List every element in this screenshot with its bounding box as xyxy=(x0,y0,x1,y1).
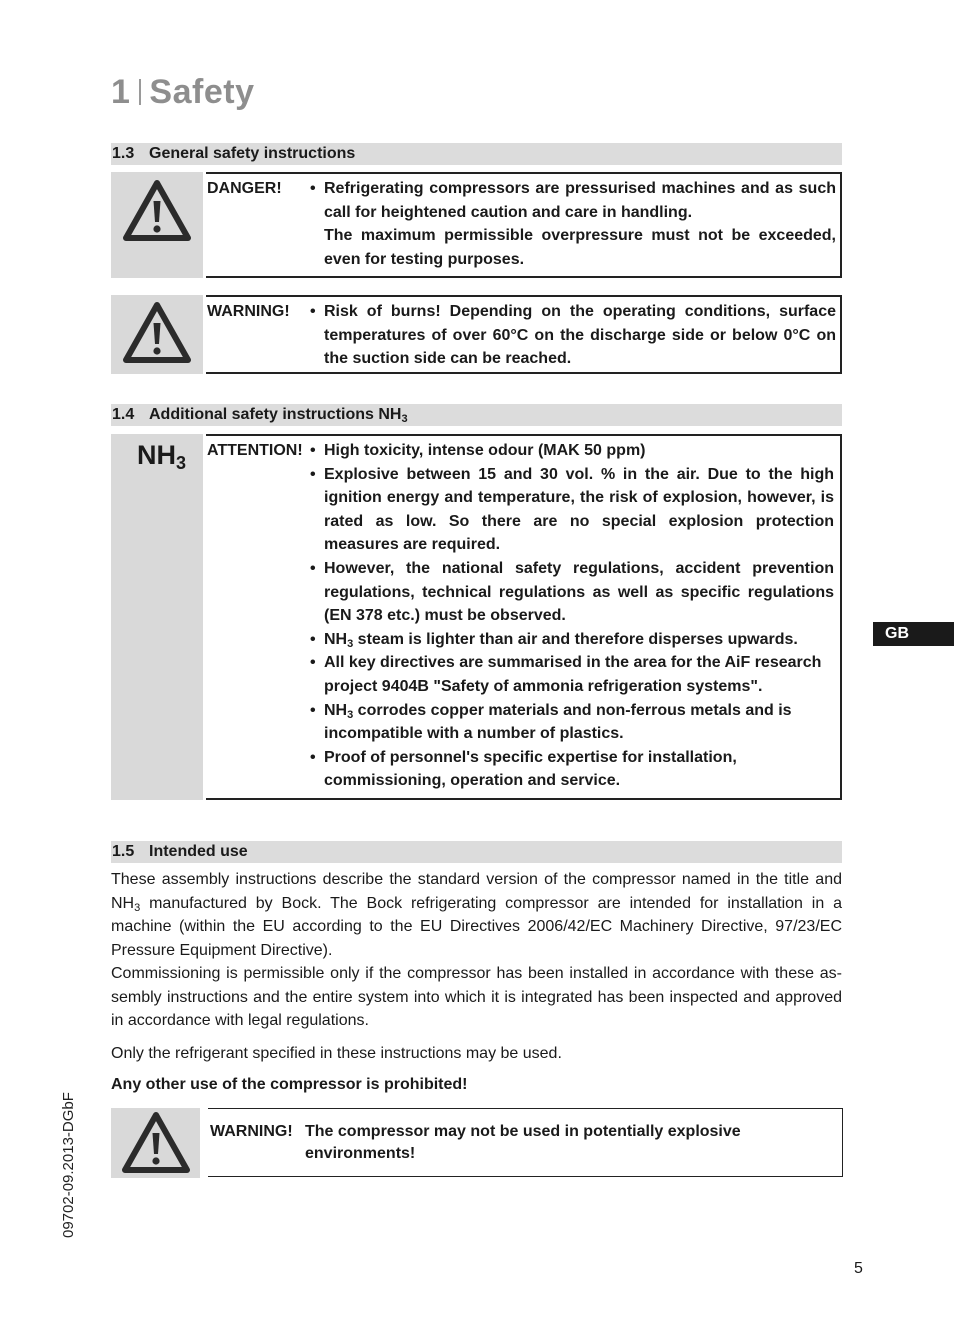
warning-burns-text: • Risk of burns! Depending on the operating conditions, surface temperatures of over 60°C on the discharge side or below 0°C on the suction side can be reached. xyxy=(310,300,836,371)
page-number: 5 xyxy=(854,1260,863,1277)
intended-use-paragraph-1: These assembly instructions describe the standard version of the compressor named in the title and $NH_3$ manufactured by Bock. The Bock refrigerating compressor are intended for installation in a machine (within the EU according to the EU Directives 2006/42/EC Machinery Directive, 97/23/EC Pressure Equipment Directive). xyxy=(111,871,842,959)
warning-icon-cell-2 xyxy=(111,1108,200,1178)
attention-item-toxicity: • High toxicity, intense odour (MAK 50 ppm) xyxy=(310,439,834,463)
intended-use-paragraph-2: Commissioning is permissible only if the compressor has been installed in accordance with these as-sembly instructions and the entire system into which it is integrated has been inspected and approved in accordance with legal regulations. xyxy=(111,965,842,1029)
attention-item-explosive: • Explosive between 15 and 30 vol. % in the air. Due to the high ignition energy and temperature, the risk of explosion, however, is rated as low. So there are no special explosion protection measures are required. xyxy=(310,463,834,557)
section-heading-1-5: 1.5 Intended use xyxy=(111,841,842,863)
attention-item-regulations: • However, the national safety regulations, accident prevention regulations, technical regulations as well as specific regulations (EN 378 etc.) must be observed. xyxy=(310,557,834,628)
intended-use-prohibited: Any other use of the compressor is prohibited! xyxy=(111,1076,468,1093)
language-tab-gb: GB xyxy=(873,622,954,646)
danger-list xyxy=(310,177,836,224)
danger-text-2: The maximum permissible overpressure must not be exceeded, even for testing purposes. xyxy=(324,227,836,268)
chapter-number: 1 xyxy=(111,73,131,111)
attention-item-directives: • All key directives are summarised in the area for the AiF research project 9404B "Safety of ammonia refrigeration systems". xyxy=(310,651,834,698)
warning-list xyxy=(310,300,836,371)
chapter-title xyxy=(111,72,254,112)
warning-triangle-icon xyxy=(121,299,193,367)
danger-label: DANGER! xyxy=(207,180,282,197)
warning-explosive-text: The compressor may not be used in potentially explosive environments! xyxy=(305,1123,741,1162)
warning-box-burns xyxy=(206,295,842,374)
attention-item-expertise: • Proof of personnel's specific expertise for installation, commissioning, operation and service. xyxy=(310,746,834,793)
danger-text-1: • Refrigerating compressors are pressurised machines and as such call for heightened caution and care in handling. xyxy=(310,177,836,224)
warning-label: WARNING! xyxy=(207,303,290,320)
attention-box xyxy=(206,434,842,800)
document-code: 09702-09.2013-DGbF xyxy=(60,1092,77,1238)
danger-icon-cell xyxy=(111,172,203,278)
warning-triangle-icon xyxy=(121,177,193,245)
attention-item-steam: • $NH_3$ steam is lighter than air and therefore disperses upwards. xyxy=(310,628,834,652)
section-heading-1-4: 1.4 Additional safety instructions $NH_3$ xyxy=(111,404,842,426)
section-heading-1-3: 1.3 General safety instructions xyxy=(111,143,842,165)
warning-icon-cell xyxy=(111,295,203,374)
nh3-symbol-cell xyxy=(111,434,203,800)
attention-label: ATTENTION! xyxy=(207,442,303,459)
intended-use-paragraph-3: Only the refrigerant specified in these instructions may be used. xyxy=(111,1045,562,1062)
warning-label-2: WARNING! xyxy=(210,1123,293,1140)
nh3-symbol: $NH_3$ xyxy=(137,440,187,473)
warning-triangle-icon xyxy=(120,1109,192,1177)
attention-item-corrosion: • $NH_3$ corrodes copper materials and non-ferrous metals and is incompatible with a number of plastics. xyxy=(310,699,834,746)
chapter-name: Safety xyxy=(149,73,255,111)
chapter-separator xyxy=(139,79,141,105)
warning-box-explosive xyxy=(208,1108,843,1177)
attention-list xyxy=(310,439,834,793)
danger-box xyxy=(206,172,842,278)
